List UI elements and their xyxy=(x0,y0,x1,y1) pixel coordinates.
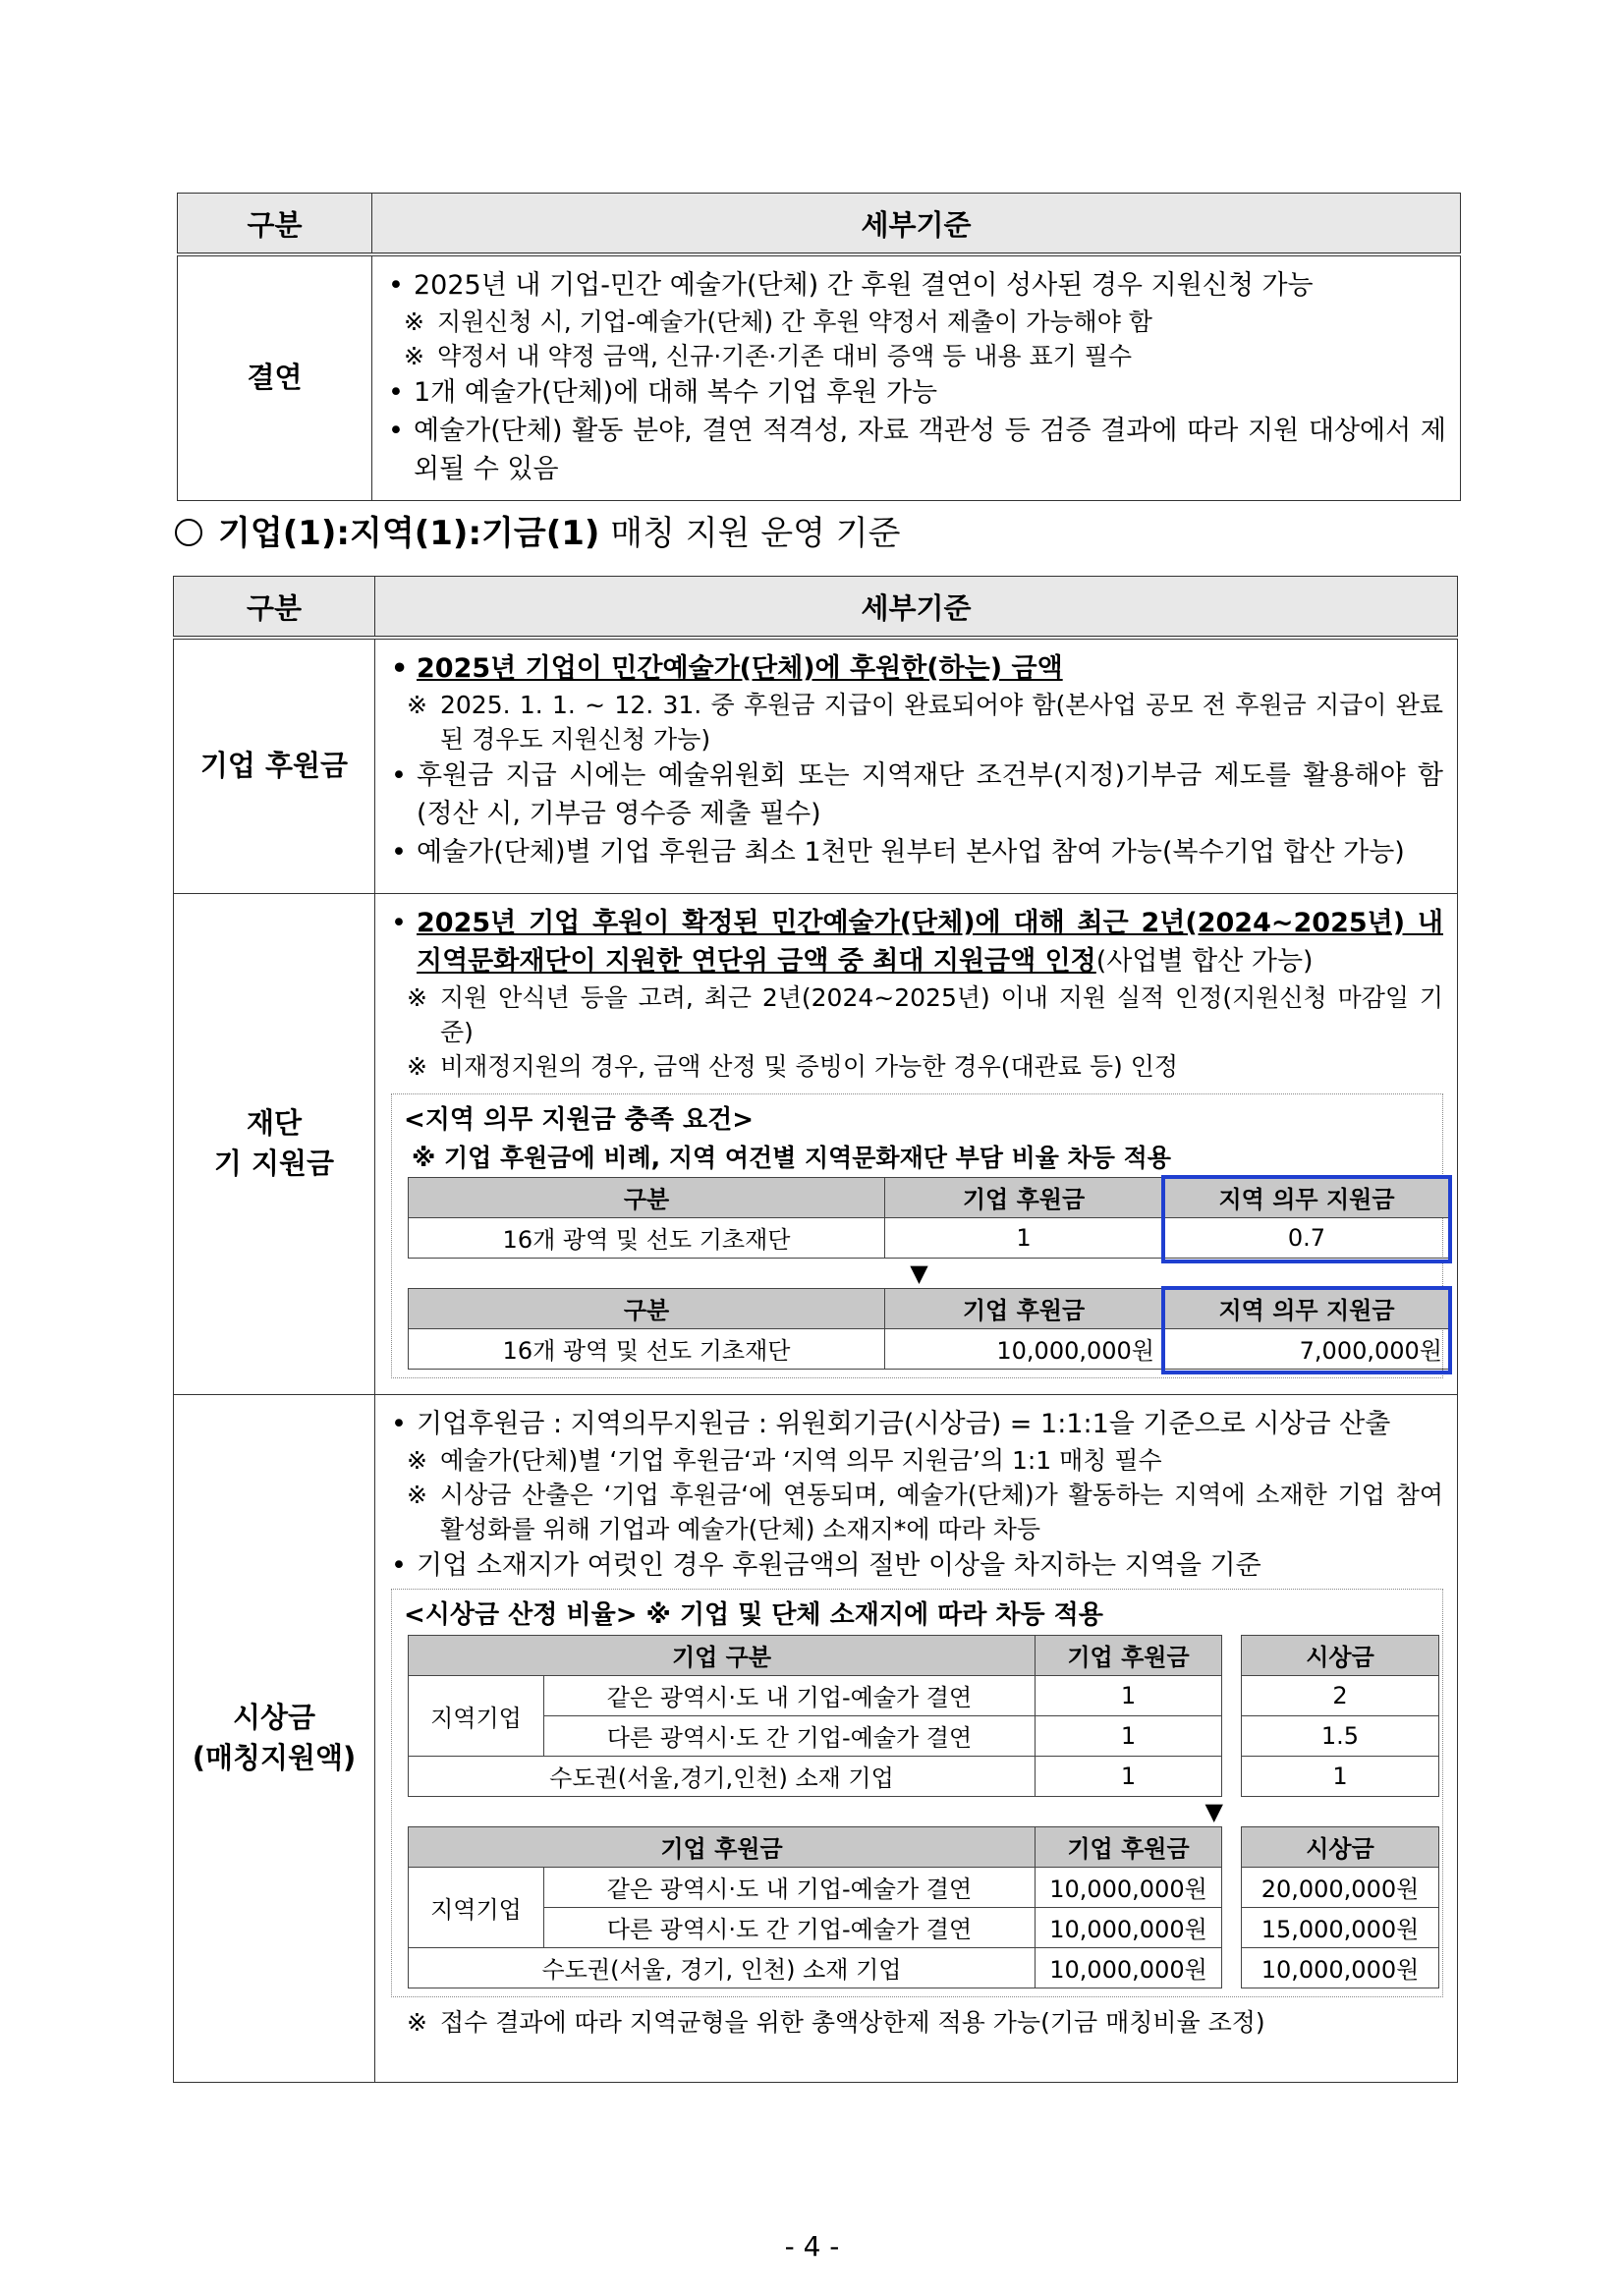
table-cell: 16개 광역 및 선도 기초재단 xyxy=(409,1328,885,1369)
table-cell: 1 xyxy=(885,1217,1163,1258)
prize-amount-table xyxy=(408,1826,1439,1988)
ratio-header-prize: 시상금 xyxy=(1242,1635,1439,1675)
ratio-table xyxy=(408,1177,1451,1259)
row-label-prize xyxy=(174,1394,375,2082)
table-cell: 0.7 xyxy=(1163,1217,1451,1258)
bullet-item: • 기업 소재지가 여럿인 경우 후원금액의 절반 이상을 차지하는 지역을 기준 xyxy=(391,1546,1443,1585)
note-item: ※ 지원 안식년 등을 고려, 최근 2년(2024~2025년) 이내 지원 실적 인정(지원신청 마감일 기준) xyxy=(391,980,1443,1049)
note-item: ※ 예술가(단체)별 ‘기업 후원금‘과 ‘지역 의무 지원금’의 1:1 매칭 필수 xyxy=(391,1443,1443,1478)
table-cell: 다른 광역시·도 간 기업-예술가 결연 xyxy=(544,1715,1036,1756)
table-cell: 1 xyxy=(1036,1756,1222,1796)
bullet-item: • 1개 예술가(단체)에 대해 복수 기업 후원 가능 xyxy=(388,373,1446,412)
section-title-rest: 매칭 지원 운영 기준 xyxy=(599,514,901,553)
table-cell: 16개 광역 및 선도 기초재단 xyxy=(409,1217,885,1258)
bullet-bold-text: 2025년 기업 후원이 확정된 민간예술가(단체)에 대해 최근 2년(2024~2025년) 내 지역문화재단이 지원한 연단위 금액 중 최대 지원금액 인정 xyxy=(417,907,1443,977)
table-cell: 7,000,000원 xyxy=(1163,1328,1451,1369)
note-item: ※ 시상금 산출은 ‘기업 후원금‘에 연동되며, 예술가(단체)가 활동하는 지역에 소재한 기업 참여 활성화를 위해 기업과 예술가(단체) 소재지*에 따라 차등 xyxy=(391,1478,1443,1546)
table-cell: 15,000,000원 xyxy=(1242,1907,1439,1947)
table-cell: 20,000,000원 xyxy=(1242,1867,1439,1907)
amount-header-prize: 시상금 xyxy=(1242,1826,1439,1867)
table-cell: 같은 광역시·도 내 기업-예술가 결연 xyxy=(544,1867,1036,1907)
amount-header-regional: 지역 의무 지원금 xyxy=(1163,1288,1451,1328)
prize-ratio-box xyxy=(391,1589,1443,1997)
table-cell: 10,000,000원 xyxy=(885,1328,1163,1369)
table-cell: 10,000,000원 xyxy=(1036,1907,1222,1947)
table-cell: 1 xyxy=(1242,1756,1439,1796)
ratio-header-regional: 지역 의무 지원금 xyxy=(1163,1177,1451,1217)
table-cell: 같은 광역시·도 내 기업-예술가 결연 xyxy=(544,1675,1036,1715)
table-cell: 10,000,000원 xyxy=(1036,1867,1222,1907)
ratio-header-corporate: 기업 후원금 xyxy=(885,1177,1163,1217)
table-cell: 2 xyxy=(1242,1675,1439,1715)
table-cell: 수도권(서울,경기,인천) 소재 기업 xyxy=(409,1756,1036,1796)
bullet-item xyxy=(391,904,1443,980)
table-cell: 1.5 xyxy=(1242,1715,1439,1756)
amount-header-category: 구분 xyxy=(409,1288,885,1328)
box-note: ※ 기업 후원금에 비례, 지역 여건별 지역문화재단 부담 비율 차등 적용 xyxy=(412,1143,1171,1172)
criteria-table-matching xyxy=(177,193,1461,501)
section-heading xyxy=(175,506,900,554)
row-content-matching xyxy=(372,254,1461,500)
label-line: (매칭지원액) xyxy=(192,1741,357,1774)
ratio-header-category: 구분 xyxy=(409,1177,885,1217)
label-line: 기 지원금 xyxy=(213,1147,335,1180)
table-cell: 다른 광역시·도 간 기업-예술가 결연 xyxy=(544,1907,1036,1947)
amount-header-type: 기업 후원금 xyxy=(409,1826,1036,1867)
box-title: <지역 의무 지원금 충족 요건> xyxy=(404,1104,755,1135)
table-cell: 10,000,000원 xyxy=(1242,1947,1439,1988)
note-item: ※ 약정서 내 약정 금액, 신규·기존·기존 대비 증액 등 내용 표기 필수 xyxy=(388,339,1446,373)
table-cell: 1 xyxy=(1036,1715,1222,1756)
row-content-corporate-sponsorship xyxy=(375,638,1458,893)
header-category: 구분 xyxy=(174,577,375,639)
footnote: ※ 접수 결과에 따라 지역균형을 위한 총액상한제 적용 가능(기금 매칭비율 조정) xyxy=(391,2005,1443,2040)
bullet-item: • 예술가(단체) 활동 분야, 결연 적격성, 자료 객관성 등 검증 결과에 따라 지원 대상에서 제외될 수 있음 xyxy=(388,412,1446,488)
circle-bullet-icon xyxy=(175,519,202,546)
amount-header-corporate: 기업 후원금 xyxy=(1036,1826,1222,1867)
bullet-item: • 2025년 내 기업-민간 예술가(단체) 간 후원 결연이 성사된 경우 지원신청 가능 xyxy=(388,266,1446,305)
label-line: 재단 xyxy=(246,1106,303,1141)
header-category: 구분 xyxy=(178,194,372,255)
row-label-corporate-sponsorship: 기업 후원금 xyxy=(174,638,375,893)
header-criteria: 세부기준 xyxy=(372,194,1461,255)
bullet-item: • 2025년 기업이 민간예술가(단체)에 후원한(하는) 금액 xyxy=(391,649,1443,688)
ratio-header-type: 기업 구분 xyxy=(409,1635,1036,1675)
prize-ratio-table xyxy=(408,1635,1439,1797)
ratio-header-corporate: 기업 후원금 xyxy=(1036,1635,1222,1675)
criteria-table-operation xyxy=(173,576,1458,2083)
amount-table xyxy=(408,1288,1451,1370)
box-title: <시상금 산정 비율> ※ 기업 및 단체 소재지에 따라 차등 적용 xyxy=(404,1599,1103,1630)
note-item: ※ 2025. 1. 1. ~ 12. 31. 중 후원금 지급이 완료되어야 함(본사업 공모 전 후원금 지급이 완료된 경우도 지원신청 가능) xyxy=(391,688,1443,756)
row-label-foundation-support xyxy=(174,893,375,1394)
note-item: ※ 비재정지원의 경우, 금액 산정 및 증빙이 가능한 경우(대관료 등) 인정 xyxy=(391,1049,1443,1084)
table-cell: 수도권(서울, 경기, 인천) 소재 기업 xyxy=(409,1947,1036,1988)
row-content-foundation-support xyxy=(375,893,1458,1394)
header-criteria: 세부기준 xyxy=(375,577,1458,639)
row-label-matching: 결연 xyxy=(178,254,372,500)
bullet-item: • 후원금 지급 시에는 예술위원회 또는 지역재단 조건부(지정)기부금 제도를 활용해야 함(정산 시, 기부금 영수증 제출 필수) xyxy=(391,756,1443,833)
row-content-prize xyxy=(375,1394,1458,2082)
amount-header-corporate: 기업 후원금 xyxy=(885,1288,1163,1328)
bullet-rest-text: (사업별 합산 가능) xyxy=(1095,945,1314,977)
table-cell: 1 xyxy=(1036,1675,1222,1715)
section-title-bold: 기업(1):지역(1):기금(1) xyxy=(218,514,600,553)
table-cell: 10,000,000원 xyxy=(1036,1947,1222,1988)
down-arrow-icon: ▼ xyxy=(1204,1797,1223,1825)
bullet-item: • 예술가(단체)별 기업 후원금 최소 1천만 원부터 본사업 참여 가능(복수기업 합산 가능) xyxy=(391,833,1443,871)
bullet-item: • 기업후원금 : 지역의무지원금 : 위원회기금(시상금) = 1:1:1을 기준으로 시상금 산출 xyxy=(391,1405,1443,1443)
note-item: ※ 지원신청 시, 기업-예술가(단체) 간 후원 약정서 제출이 가능해야 함 xyxy=(388,305,1446,339)
label-line: 시상금 xyxy=(232,1701,316,1735)
group-label-regional: 지역기업 xyxy=(409,1867,544,1947)
page-number: - 4 - xyxy=(784,2230,840,2263)
down-arrow-icon: ▼ xyxy=(910,1259,928,1287)
regional-requirement-box xyxy=(391,1093,1443,1378)
group-label-regional: 지역기업 xyxy=(409,1675,544,1756)
